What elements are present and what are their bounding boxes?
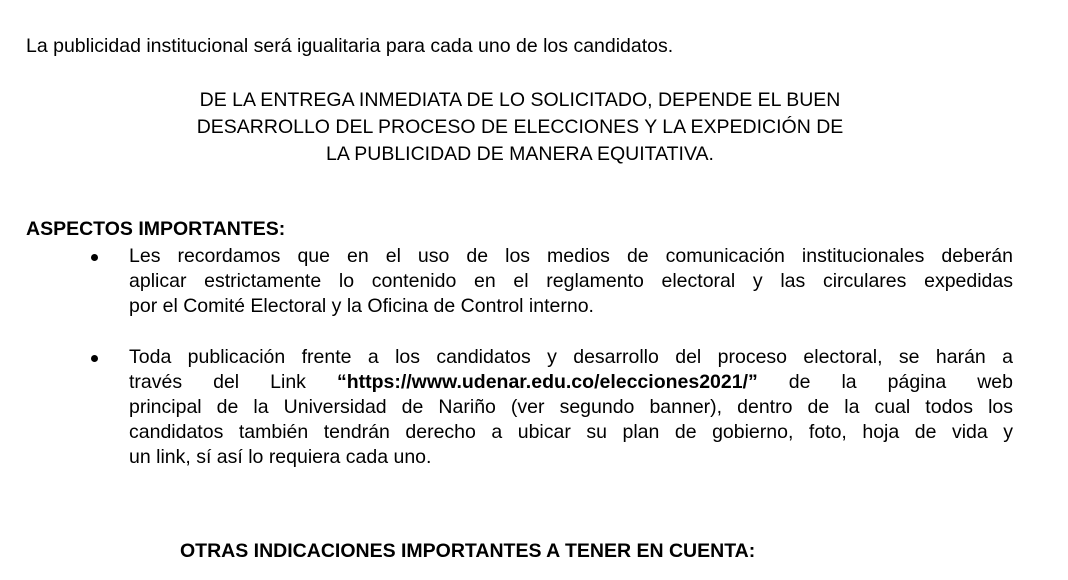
bullet-line: por el Comité Electoral y la Oficina de Control interno. [129, 295, 594, 317]
other-indications-heading: OTRAS INDICACIONES IMPORTANTES A TENER EN CUENTA: [180, 540, 756, 562]
bullet-line: candidatos también tendrán derecho a ubicar su plan de gobierno, foto, hoja de vida y [129, 421, 1013, 443]
bullet-line: aplicar estrictamente lo contenido en el reglamento electoral y las circulares expedidas [129, 270, 1013, 292]
elections-link[interactable]: “https://www.udenar.edu.co/elecciones2021/” [336, 371, 758, 393]
aspects-bullet-list [0, 244, 1068, 496]
notice-line: LA PUBLICIDAD DE MANERA EQUITATIVA. [326, 143, 714, 165]
bullet-dot-icon [91, 254, 98, 261]
bullet-line: principal de la Universidad de Nariño (ver segundo banner), dentro de la cual todos los [129, 396, 1013, 418]
notice-line: DESARROLLO DEL PROCESO DE ELECCIONES Y LA EXPEDICIÓN DE [196, 116, 844, 138]
bullet-line: Toda publicación frente a los candidatos y desarrollo del proceso electoral, se harán a [129, 346, 1013, 368]
link-prefix-text: través del Link [129, 371, 337, 393]
aspects-heading: ASPECTOS IMPORTANTES: [26, 218, 286, 240]
link-suffix-text: de la página web [757, 371, 1013, 393]
bullet-line: Les recordamos que en el uso de los medios de comunicación institucionales deberán [129, 245, 1013, 267]
bullet-text [129, 244, 1013, 319]
bullet-text [129, 345, 1013, 470]
bullet-item [0, 244, 1068, 319]
notice-line: DE LA ENTREGA INMEDIATA DE LO SOLICITADO, DEPENDE EL BUEN [199, 89, 841, 111]
bullet-line: un link, sí así lo requiera cada uno. [129, 446, 432, 468]
centered-notice [100, 87, 940, 168]
bullet-line-with-link [129, 370, 1013, 395]
intro-paragraph: La publicidad institucional será igualitaria para cada uno de los candidatos. [26, 35, 674, 57]
bullet-dot-icon [91, 355, 98, 362]
bullet-item [0, 345, 1068, 470]
